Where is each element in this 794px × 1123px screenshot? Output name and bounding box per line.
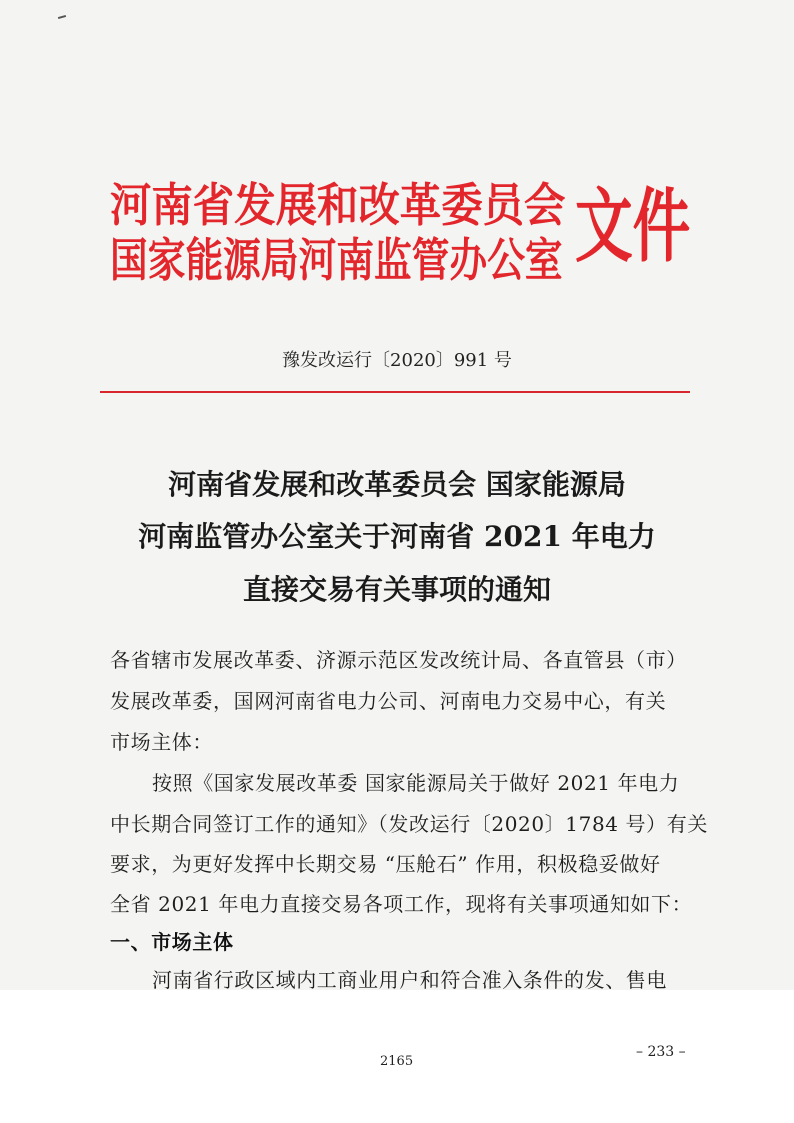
- sequence-number: 2165: [380, 1054, 414, 1069]
- notice-title-line1: 河南省发展和改革委员会 国家能源局: [168, 468, 626, 501]
- document-type-label: 文件: [575, 179, 691, 273]
- section-heading: 一、市场主体: [110, 930, 234, 954]
- paragraph-line: 要求，为更好发挥中长期交易 “压舱石” 作用，积极稳妥做好: [110, 852, 661, 876]
- page-number: – 233 –: [636, 1044, 686, 1060]
- red-divider-line: [100, 391, 690, 393]
- addressee-line: 各省辖市发展改革委、济源示范区发改统计局、各直管县（市）: [110, 648, 687, 672]
- addressee-line: 发展改革委，国网河南省电力公司、河南电力交易中心，有关: [110, 689, 667, 713]
- issuing-org-line1: 河南省发展和改革委员会: [110, 178, 566, 232]
- section-line: 河南省行政区域内工商业用户和符合准入条件的发、售电: [152, 968, 667, 992]
- addressee-line: 市场主体：: [110, 730, 213, 754]
- paragraph-line: 中长期合同签订工作的通知》（发改运行〔2020〕1784 号）有关: [110, 812, 708, 836]
- document-number: 豫发改运行〔2020〕991 号: [282, 350, 512, 371]
- paragraph-line: 按照《国家发展改革委 国家能源局关于做好 2021 年电力: [152, 771, 680, 795]
- issuing-org-line2: 国家能源局河南监管办公室: [110, 233, 563, 287]
- notice-title-line3: 直接交易有关事项的通知: [242, 573, 551, 606]
- notice-title-line2: 河南监管办公室关于河南省 2021 年电力: [138, 520, 656, 553]
- paragraph-line: 全省 2021 年电力直接交易各项工作，现将有关事项通知如下：: [110, 892, 693, 916]
